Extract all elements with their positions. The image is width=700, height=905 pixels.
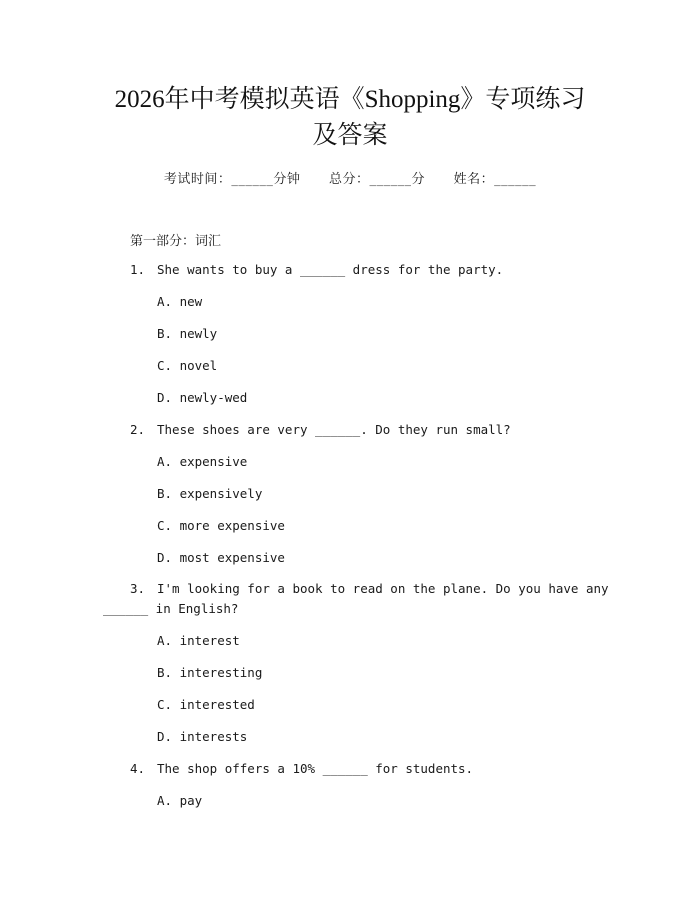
option: D. interests <box>157 729 248 744</box>
question-text: I'm looking for a book to read on the plane. Do you have any <box>157 581 609 596</box>
exam-time: 考试时间：______分钟 <box>163 172 301 187</box>
question-1 <box>130 262 503 277</box>
question-text: The shop offers a 10% ______ for students. <box>157 761 474 776</box>
option: A. new <box>157 294 203 309</box>
option: A. expensive <box>157 454 248 469</box>
question-number: 4. <box>130 761 146 776</box>
option: C. more expensive <box>157 518 285 533</box>
question-2 <box>130 422 511 437</box>
question-text-continued: ______ in English? <box>103 601 239 616</box>
option: C. interested <box>157 697 255 712</box>
option: B. newly <box>157 326 218 341</box>
question-text: She wants to buy a ______ dress for the party. <box>157 262 504 277</box>
page-title <box>60 82 640 154</box>
question-number: 2. <box>130 422 146 437</box>
title-line-2: 及答案 <box>312 122 388 149</box>
question-4 <box>130 761 473 776</box>
question-number: 1. <box>130 262 146 277</box>
section-heading: 第一部分：词汇 <box>130 234 222 249</box>
exam-meta <box>0 168 700 187</box>
option: B. interesting <box>157 665 263 680</box>
question-number: 3. <box>130 581 146 596</box>
question-text: These shoes are very ______. Do they run small? <box>157 422 511 437</box>
option: D. most expensive <box>157 550 285 565</box>
exam-name: 姓名：______ <box>453 172 537 187</box>
option: A. pay <box>157 793 203 808</box>
title-line-1: 2026年中考模拟英语《Shopping》专项练习 <box>114 86 586 113</box>
option: B. expensively <box>157 486 263 501</box>
exam-score: 总分：______分 <box>328 172 425 187</box>
option: A. interest <box>157 633 240 648</box>
question-3 <box>130 581 609 596</box>
option: C. novel <box>157 358 218 373</box>
option: D. newly-wed <box>157 390 248 405</box>
